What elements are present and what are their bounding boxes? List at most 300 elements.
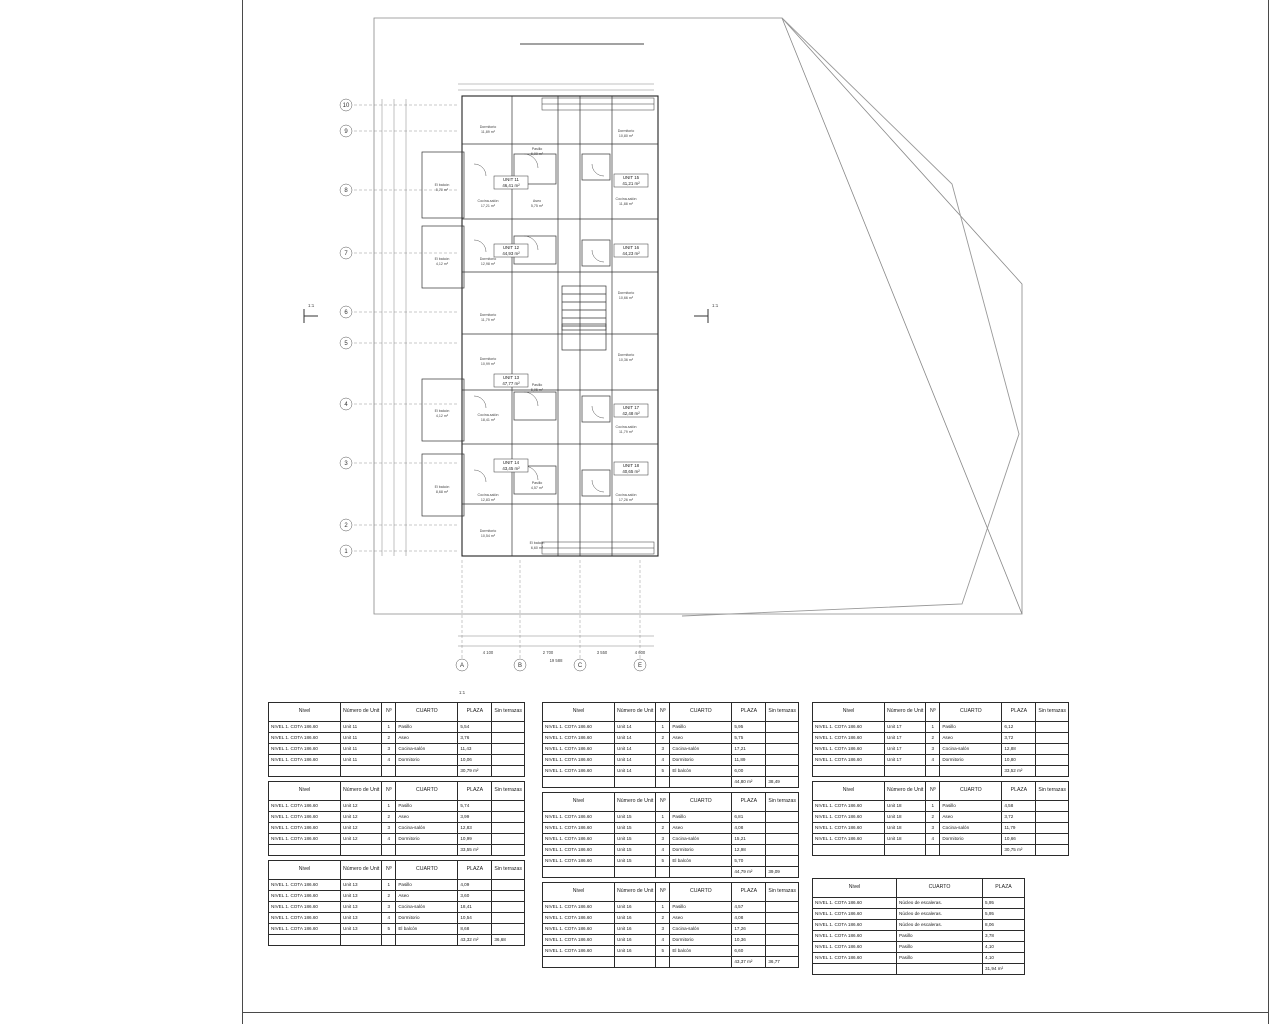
svg-text:Dormitorio: Dormitorio (479, 529, 497, 533)
svg-text:7: 7 (344, 251, 348, 257)
cell-n: 2 (382, 812, 396, 823)
cell-plaza: 4,08 (732, 823, 766, 834)
cell-total: 43,37 m² (732, 957, 766, 968)
header-numero-unit: Número de Unit (885, 782, 926, 801)
cell-n: 2 (926, 733, 940, 744)
header-sin-terrazas: Sin terrazas (766, 703, 799, 722)
cell-n: 4 (382, 834, 396, 845)
cell-empty (615, 777, 656, 788)
cell-empty (1036, 823, 1069, 834)
cell-n: 1 (926, 722, 940, 733)
cell-nivel: NIVEL 1. COTA 186.60 (543, 823, 615, 834)
svg-text:Cocina-salón: Cocina-salón (477, 413, 499, 417)
cell-cuarto: Aseo (396, 812, 458, 823)
header-sin-terrazas: Sin terrazas (766, 793, 799, 812)
floor-plan-drawing (262, 4, 1262, 695)
table-row (813, 744, 1069, 755)
cell-nivel: NIVEL 1. COTA 186.60 (269, 744, 341, 755)
svg-text:2: 2 (344, 523, 348, 529)
cell-empty (656, 957, 670, 968)
cell-empty (940, 845, 1002, 856)
svg-text:El balcón: El balcón (434, 485, 450, 489)
cell-cuarto: Dormitorio (670, 845, 732, 856)
svg-text:UNIT 11: UNIT 11 (503, 177, 519, 182)
cell-unit: Unit 17 (885, 733, 926, 744)
cell-plaza: 17,26 (732, 924, 766, 935)
cell-empty (492, 812, 525, 823)
cell-nivel: NIVEL 1. COTA 186.60 (269, 924, 341, 935)
table-total-row (543, 777, 799, 788)
cell-plaza: 5,70 (732, 856, 766, 867)
cell-nivel: NIVEL 1. COTA 186.60 (543, 935, 615, 946)
table-row (813, 942, 1025, 953)
cell-empty (269, 935, 341, 946)
svg-text:9: 9 (344, 129, 348, 135)
cell-unit: Unit 12 (341, 823, 382, 834)
svg-text:UNIT 17: UNIT 17 (622, 405, 640, 410)
cell-cuarto: Cocina-salón (396, 823, 458, 834)
cell-plaza: 4,10 (983, 953, 1025, 964)
svg-text:Cocina-salón: Cocina-salón (615, 493, 637, 497)
cell-n: 5 (656, 946, 670, 957)
cell-nivel: NIVEL 1. COTA 186.60 (813, 920, 897, 931)
cell-empty (492, 722, 525, 733)
cell-empty (543, 957, 615, 968)
table-row (543, 733, 799, 744)
cell-cuarto: Núcleo de escaleras. (897, 898, 983, 909)
cell-n: 2 (926, 812, 940, 823)
sheet-border-left (242, 0, 243, 1024)
header-n: Nº (382, 861, 396, 880)
svg-text:6: 6 (344, 310, 348, 316)
svg-text:1:1: 1:1 (458, 690, 466, 695)
header-sin-terrazas: Sin terrazas (766, 883, 799, 902)
cell-plaza: 3,60 (458, 891, 492, 902)
svg-text:10,99 m²: 10,99 m² (480, 362, 496, 366)
cell-plaza: 8,68 (458, 924, 492, 935)
table-row (813, 812, 1069, 823)
sheet-border-bottom (242, 1012, 1268, 1013)
header-cuarto: CUARTO (897, 879, 983, 898)
table-row (813, 931, 1025, 942)
header-cuarto: CUARTO (940, 703, 1002, 722)
header-cuarto: CUARTO (670, 703, 732, 722)
header-plaza: PLAZA (732, 703, 766, 722)
cell-cuarto: Aseo (670, 733, 732, 744)
table-row (813, 953, 1025, 964)
cell-empty (885, 766, 926, 777)
cell-unit: Unit 13 (341, 891, 382, 902)
cell-n: 5 (656, 856, 670, 867)
table-row (269, 924, 525, 935)
svg-text:8: 8 (344, 188, 348, 194)
cell-plaza: 3,99 (458, 812, 492, 823)
svg-text:Dormitorio: Dormitorio (617, 129, 635, 133)
cell-empty (382, 845, 396, 856)
cell-cuarto: Cocina-salón (396, 902, 458, 913)
svg-text:11,89 m²: 11,89 m² (481, 130, 495, 134)
cell-cuarto: Núcleo de escaleras. (897, 920, 983, 931)
cell-empty (656, 777, 670, 788)
cell-n: 1 (382, 880, 396, 891)
header-cuarto: CUARTO (396, 782, 458, 801)
cell-cuarto: Dormitorio (670, 935, 732, 946)
cell-empty (766, 845, 799, 856)
cell-n: 1 (656, 902, 670, 913)
table-row (269, 902, 525, 913)
cell-cuarto: Pasillo (940, 722, 1002, 733)
header-numero-unit: Número de Unit (885, 703, 926, 722)
cell-cuarto: Dormitorio (670, 755, 732, 766)
svg-text:46,41 m²: 46,41 m² (502, 183, 520, 188)
table-row (543, 913, 799, 924)
cell-n: 3 (382, 902, 396, 913)
cell-unit: Unit 15 (615, 823, 656, 834)
svg-text:Dormitorio: Dormitorio (479, 357, 497, 361)
cell-plaza: 10,66 (1002, 834, 1036, 845)
svg-text:El balcón: El balcón (434, 183, 450, 187)
svg-text:12,98 m²: 12,98 m² (480, 262, 496, 266)
cell-empty (492, 924, 525, 935)
cell-empty (1036, 744, 1069, 755)
header-cuarto: CUARTO (670, 793, 732, 812)
header-sin-terrazas: Sin terrazas (1036, 703, 1069, 722)
header-n: Nº (382, 782, 396, 801)
cell-cuarto: Pasillo (897, 953, 983, 964)
cell-cuarto: El balcón (670, 856, 732, 867)
area-table-column-1 (268, 702, 525, 946)
header-sin-terrazas: Sin terrazas (492, 782, 525, 801)
cell-cuarto: Dormitorio (940, 755, 1002, 766)
svg-text:4,57 m²: 4,57 m² (530, 486, 544, 490)
cell-cuarto: Aseo (670, 823, 732, 834)
cell-empty (766, 823, 799, 834)
cell-nivel: NIVEL 1. COTA 186.60 (269, 722, 341, 733)
table-row (543, 823, 799, 834)
cell-plaza: 4,10 (983, 942, 1025, 953)
cell-unit: Unit 15 (615, 856, 656, 867)
cell-nivel: NIVEL 1. COTA 186.60 (543, 913, 615, 924)
cell-plaza: 11,43 (458, 744, 492, 755)
table-row (269, 744, 525, 755)
cell-total: 43,32 m² (458, 935, 492, 946)
cell-empty (766, 935, 799, 946)
header-plaza: PLAZA (1002, 703, 1036, 722)
cell-plaza: 18,41 (458, 902, 492, 913)
cell-n: 3 (382, 823, 396, 834)
table-row (543, 946, 799, 957)
cell-nivel: NIVEL 1. COTA 186.60 (269, 902, 341, 913)
cell-nivel: NIVEL 1. COTA 186.60 (269, 834, 341, 845)
svg-text:17,26 m²: 17,26 m² (618, 498, 634, 502)
cell-nivel: NIVEL 1. COTA 186.60 (269, 891, 341, 902)
svg-text:Pasillo: Pasillo (531, 383, 543, 387)
cell-unit: Unit 17 (885, 744, 926, 755)
cell-empty (766, 924, 799, 935)
cell-plaza: 5,74 (458, 801, 492, 812)
table-total-row (269, 845, 525, 856)
cell-empty (766, 834, 799, 845)
cell-nivel: NIVEL 1. COTA 186.60 (813, 722, 885, 733)
cell-plaza: 6,00 (732, 766, 766, 777)
cell-unit: Unit 16 (615, 935, 656, 946)
cell-cuarto: El balcón (670, 946, 732, 957)
svg-text:Dormitorio: Dormitorio (617, 353, 635, 357)
cell-empty (1036, 755, 1069, 766)
cell-unit: Unit 14 (615, 755, 656, 766)
cell-unit: Unit 14 (615, 733, 656, 744)
cell-n: 5 (656, 766, 670, 777)
cell-empty (766, 766, 799, 777)
cell-empty (382, 935, 396, 946)
table-total-row (543, 957, 799, 968)
header-nivel: Nivel (813, 703, 885, 722)
table-row (813, 823, 1069, 834)
cell-cuarto: Cocina-salón (940, 823, 1002, 834)
cell-cuarto: Pasillo (670, 902, 732, 913)
cell-n: 1 (656, 812, 670, 823)
cell-nivel: NIVEL 1. COTA 186.60 (543, 722, 615, 733)
cell-empty (766, 856, 799, 867)
svg-text:4: 4 (344, 402, 348, 408)
cell-unit: Unit 12 (341, 812, 382, 823)
cell-n: 1 (382, 722, 396, 733)
cell-total: 33,52 m² (1002, 766, 1036, 777)
unit-14-table (542, 702, 799, 788)
table-row (543, 845, 799, 856)
header-cuarto: CUARTO (396, 861, 458, 880)
cell-plaza: 6,12 (1002, 722, 1036, 733)
cell-cuarto: El balcón (396, 924, 458, 935)
table-total-row (269, 935, 525, 946)
header-plaza: PLAZA (732, 793, 766, 812)
cell-plaza: 5,54 (458, 722, 492, 733)
cell-total: 31,94 m² (983, 964, 1025, 975)
svg-text:Dormitorio: Dormitorio (479, 313, 497, 317)
table-header-row (813, 782, 1069, 801)
cell-empty (926, 845, 940, 856)
cell-cuarto: Aseo (396, 891, 458, 902)
nucleo-escaleras-table (812, 878, 1025, 975)
header-plaza: PLAZA (458, 703, 492, 722)
header-plaza: PLAZA (458, 861, 492, 880)
cell-empty (341, 845, 382, 856)
cell-total: 30,75 m² (1002, 845, 1036, 856)
cell-plaza: 10,54 (458, 913, 492, 924)
cell-unit: Unit 18 (885, 801, 926, 812)
cell-total: 44,79 m² (732, 867, 766, 878)
cell-empty (670, 777, 732, 788)
cell-unit: Unit 12 (341, 834, 382, 845)
svg-text:UNIT 18: UNIT 18 (622, 463, 640, 468)
cell-plaza: 10,36 (732, 935, 766, 946)
svg-text:El balcón: El balcón (434, 257, 450, 261)
svg-text:Pasillo: Pasillo (531, 481, 543, 485)
cell-cuarto: El balcón (670, 766, 732, 777)
cell-n: 4 (926, 834, 940, 845)
svg-text:Dormitorio: Dormitorio (617, 291, 635, 295)
unit-17-table (812, 702, 1069, 777)
cell-unit: Unit 12 (341, 801, 382, 812)
table-row (269, 755, 525, 766)
cell-n: 1 (382, 801, 396, 812)
table-total-row (543, 867, 799, 878)
svg-text:1:1: 1:1 (308, 303, 315, 308)
header-nivel: Nivel (543, 883, 615, 902)
cell-unit: Unit 16 (615, 924, 656, 935)
cell-empty (492, 755, 525, 766)
header-cuarto: CUARTO (396, 703, 458, 722)
header-cuarto: CUARTO (670, 883, 732, 902)
svg-text:Pasillo: Pasillo (531, 147, 543, 151)
cell-cuarto: Pasillo (396, 801, 458, 812)
table-row (543, 744, 799, 755)
svg-text:11,88 m²: 11,88 m² (619, 202, 633, 206)
cell-plaza: 5,95 (983, 898, 1025, 909)
cell-empty (396, 766, 458, 777)
cell-empty (492, 766, 525, 777)
cell-nivel: NIVEL 1. COTA 186.60 (269, 755, 341, 766)
cell-empty (813, 964, 897, 975)
cell-plaza: 5,75 (732, 733, 766, 744)
cell-nivel: NIVEL 1. COTA 186.60 (269, 801, 341, 812)
cell-empty (615, 867, 656, 878)
svg-text:5: 5 (344, 341, 348, 347)
table-header-row (813, 879, 1025, 898)
cell-nivel: NIVEL 1. COTA 186.60 (543, 755, 615, 766)
table-row (269, 801, 525, 812)
cell-empty (1036, 812, 1069, 823)
cell-plaza: 4,09 (458, 880, 492, 891)
svg-text:Cocina-salón: Cocina-salón (477, 493, 499, 497)
svg-text:10,80 m²: 10,80 m² (618, 134, 634, 138)
cell-empty (766, 722, 799, 733)
cell-cuarto: Cocina-salón (670, 744, 732, 755)
svg-text:40,65 m²: 40,65 m² (622, 469, 640, 474)
cell-unit: Unit 16 (615, 946, 656, 957)
header-n: Nº (656, 703, 670, 722)
header-nivel: Nivel (269, 703, 341, 722)
svg-text:El balcón: El balcón (529, 541, 545, 545)
cell-empty (670, 867, 732, 878)
svg-text:42,48 m²: 42,48 m² (622, 411, 640, 416)
svg-text:11,79 m²: 11,79 m² (481, 318, 495, 322)
svg-text:El balcón: El balcón (434, 409, 450, 413)
cell-nivel: NIVEL 1. COTA 186.60 (543, 856, 615, 867)
cell-plaza: 3,76 (458, 733, 492, 744)
table-total-row (813, 845, 1069, 856)
header-sin-terrazas: Sin terrazas (1036, 782, 1069, 801)
cell-plaza: 3,78 (983, 931, 1025, 942)
cell-empty (1036, 766, 1069, 777)
cell-plaza: 4,58 (1002, 801, 1036, 812)
unit-11-table (268, 702, 525, 777)
svg-text:Dormitorio: Dormitorio (479, 257, 497, 261)
cell-unit: Unit 13 (341, 880, 382, 891)
cell-unit: Unit 13 (341, 924, 382, 935)
cell-unit: Unit 15 (615, 845, 656, 856)
cell-empty (766, 913, 799, 924)
cell-empty (926, 766, 940, 777)
cell-unit: Unit 11 (341, 755, 382, 766)
svg-text:B: B (517, 663, 523, 669)
cell-cuarto: Aseo (396, 733, 458, 744)
svg-text:UNIT 13: UNIT 13 (502, 375, 520, 380)
svg-text:18,41 m²: 18,41 m² (480, 418, 496, 422)
cell-plaza: 3,72 (1002, 812, 1036, 823)
table-total-row (269, 766, 525, 777)
table-header-row (813, 703, 1069, 722)
svg-text:E: E (637, 663, 643, 669)
cell-unit: Unit 17 (885, 722, 926, 733)
svg-text:Cocina-salón: Cocina-salón (615, 197, 637, 201)
svg-text:6,00 m²: 6,00 m² (530, 152, 544, 156)
cell-plaza: 10,99 (458, 834, 492, 845)
cell-total: 30,79 m² (458, 766, 492, 777)
cell-cuarto: Pasillo (897, 931, 983, 942)
cell-unit: Unit 15 (615, 812, 656, 823)
header-nivel: Nivel (269, 861, 341, 880)
cell-n: 2 (382, 891, 396, 902)
table-row (543, 902, 799, 913)
table-header-row (543, 883, 799, 902)
cell-cuarto: Pasillo (396, 880, 458, 891)
cell-plaza: 6,81 (732, 812, 766, 823)
header-plaza: PLAZA (1002, 782, 1036, 801)
cell-empty (1036, 801, 1069, 812)
cell-plaza: 8,06 (983, 920, 1025, 931)
svg-text:10,66 m²: 10,66 m² (618, 296, 634, 300)
cell-plaza: 6,60 (732, 946, 766, 957)
table-row (543, 722, 799, 733)
cell-empty (382, 766, 396, 777)
cell-n: 4 (926, 755, 940, 766)
cell-unit: Unit 18 (885, 823, 926, 834)
cell-plaza: 5,95 (983, 909, 1025, 920)
svg-text:UNIT 12: UNIT 12 (502, 245, 520, 250)
cell-empty (766, 902, 799, 913)
area-table-column-3 (812, 702, 1069, 975)
cell-empty (543, 867, 615, 878)
table-row (269, 823, 525, 834)
cell-cuarto: Cocina-salón (670, 924, 732, 935)
cell-nivel: NIVEL 1. COTA 186.60 (543, 733, 615, 744)
header-plaza: PLAZA (458, 782, 492, 801)
table-total-row (813, 766, 1069, 777)
cell-total-sin-terrazas: 38,49 (766, 777, 799, 788)
svg-text:8,68 m²: 8,68 m² (435, 490, 449, 494)
cell-unit: Unit 11 (341, 733, 382, 744)
cell-plaza: 3,72 (1002, 733, 1036, 744)
svg-text:10,54 m²: 10,54 m² (480, 534, 496, 538)
cell-plaza: 10,80 (1002, 755, 1036, 766)
svg-text:UNIT 15: UNIT 15 (622, 175, 640, 180)
cell-empty (269, 766, 341, 777)
cell-empty (492, 733, 525, 744)
unit-16-table (542, 882, 799, 968)
table-row (269, 722, 525, 733)
table-row (813, 898, 1025, 909)
cell-n: 4 (656, 755, 670, 766)
cell-nivel: NIVEL 1. COTA 186.60 (813, 733, 885, 744)
cell-nivel: NIVEL 1. COTA 186.60 (813, 898, 897, 909)
cell-n: 3 (656, 744, 670, 755)
cell-unit: Unit 15 (615, 834, 656, 845)
cell-unit: Unit 13 (341, 902, 382, 913)
cell-empty (492, 744, 525, 755)
header-cuarto: CUARTO (940, 782, 1002, 801)
table-row (543, 766, 799, 777)
